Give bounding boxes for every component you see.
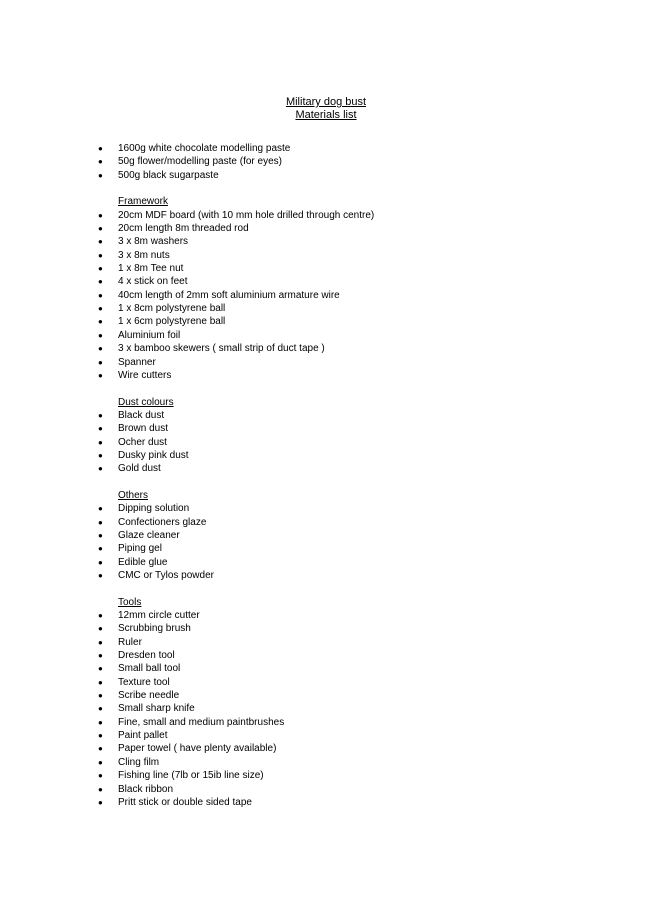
list-item-text: Scribe needle	[118, 690, 180, 702]
bullet-icon: ●	[98, 250, 103, 260]
list-item	[0, 409, 652, 422]
list-item	[0, 569, 652, 582]
dust-colours-list	[0, 409, 652, 476]
list-item	[0, 662, 652, 675]
bullet-icon: ●	[98, 744, 103, 754]
list-item-text: 3 x 8m nuts	[118, 249, 170, 261]
framework-list	[0, 209, 652, 382]
list-item	[0, 756, 652, 769]
list-item	[0, 649, 652, 662]
list-item-text: Black dust	[118, 409, 165, 421]
list-item-text: Cling film	[118, 756, 160, 768]
bullet-icon: ●	[98, 544, 103, 554]
list-item-text: Dipping solution	[118, 503, 190, 515]
list-item-text: Paint pallet	[118, 730, 168, 742]
list-item	[0, 142, 652, 155]
bullet-icon: ●	[98, 437, 103, 447]
section-framework	[0, 195, 652, 382]
list-item-text: Black ribbon	[118, 783, 174, 795]
bullet-icon: ●	[98, 637, 103, 647]
bullet-icon: ●	[98, 571, 103, 580]
list-item-text: 40cm length of 2mm soft aluminium armature wire	[118, 289, 340, 301]
list-item-text: Small sharp knife	[118, 703, 195, 715]
list-item	[0, 502, 652, 515]
list-item-text: Piping gel	[118, 543, 162, 555]
list-item-text: Fine, small and medium paintbrushes	[118, 716, 285, 728]
bullet-icon: ●	[98, 224, 103, 234]
list-item	[0, 783, 652, 796]
list-item-text: 1 x 8cm polystyrene ball	[118, 303, 226, 315]
materials-content	[0, 142, 652, 809]
list-item	[0, 689, 652, 702]
list-item	[0, 462, 652, 475]
list-item	[0, 222, 652, 235]
intro-list	[0, 142, 652, 182]
section-heading: Others	[118, 489, 149, 501]
bullet-icon: ●	[98, 344, 103, 354]
bullet-icon: ●	[98, 290, 103, 300]
list-item	[0, 275, 652, 288]
bullet-icon: ●	[98, 704, 103, 714]
list-item-text: Fishing line (7lb or 15ib line size)	[118, 770, 264, 782]
bullet-icon: ●	[98, 157, 103, 167]
bullet-icon: ●	[98, 691, 103, 701]
bullet-icon: ●	[98, 797, 103, 807]
section-dust-colours	[0, 396, 652, 476]
list-item-text: Gold dust	[118, 463, 161, 475]
list-item	[0, 542, 652, 555]
list-item-text: 1600g white chocolate modelling paste	[118, 143, 291, 154]
section-heading: Framework	[118, 196, 169, 208]
list-item	[0, 329, 652, 342]
tools-list	[0, 609, 652, 809]
list-item-text: Scrubbing brush	[118, 623, 191, 635]
list-item	[0, 302, 652, 315]
bullet-icon: ●	[98, 504, 103, 514]
list-item-text: Pritt stick or double sided tape	[118, 796, 252, 808]
list-item	[0, 235, 652, 248]
list-item	[0, 742, 652, 755]
list-item	[0, 209, 652, 222]
list-item-text: 500g black sugarpaste	[118, 169, 219, 181]
bullet-icon: ●	[98, 304, 103, 314]
bullet-icon: ●	[98, 424, 103, 434]
bullet-icon: ●	[98, 277, 103, 287]
list-item-text: Brown dust	[118, 423, 169, 435]
list-item	[0, 676, 652, 689]
document-title: Military dog bust	[285, 96, 367, 108]
list-item-text: Edible glue	[118, 556, 168, 568]
list-item	[0, 516, 652, 529]
bullet-icon: ●	[98, 264, 103, 274]
list-item	[0, 356, 652, 369]
list-item-text: 50g flower/modelling paste (for eyes)	[118, 156, 282, 168]
list-item-text: Spanner	[118, 356, 156, 368]
bullet-icon: ●	[98, 144, 103, 153]
list-item	[0, 449, 652, 462]
list-item-text: Glaze cleaner	[118, 529, 180, 541]
list-item-text: Wire cutters	[118, 369, 172, 381]
list-item-text: 20cm length 8m threaded rod	[118, 223, 249, 235]
list-item	[0, 342, 652, 355]
bullet-icon: ●	[98, 464, 103, 474]
list-item	[0, 155, 652, 168]
list-item	[0, 609, 652, 622]
list-item	[0, 529, 652, 542]
bullet-icon: ●	[98, 317, 103, 327]
bullet-icon: ●	[98, 757, 103, 767]
document-subtitle: Materials list	[295, 109, 357, 122]
list-item	[0, 169, 652, 182]
bullet-icon: ●	[98, 557, 103, 567]
title-block	[0, 96, 652, 123]
bullet-icon: ●	[98, 771, 103, 781]
list-item	[0, 716, 652, 729]
list-item-text: Dusky pink dust	[118, 449, 189, 461]
list-item-text: Ruler	[118, 636, 142, 648]
bullet-icon: ●	[98, 731, 103, 741]
list-item	[0, 702, 652, 715]
list-item-text: Aluminium foil	[118, 329, 181, 341]
list-item	[0, 729, 652, 742]
list-item	[0, 436, 652, 449]
list-item	[0, 315, 652, 328]
section-others	[0, 489, 652, 582]
list-item-text: 1 x 6cm polystyrene ball	[118, 316, 226, 328]
list-item	[0, 289, 652, 302]
list-item-text: Dresden tool	[118, 650, 175, 662]
bullet-icon: ●	[98, 410, 103, 420]
bullet-icon: ●	[98, 170, 103, 180]
bullet-icon: ●	[98, 651, 103, 661]
bullet-icon: ●	[98, 784, 103, 794]
list-item-text: Confectioners glaze	[118, 516, 207, 528]
list-item-text: 4 x stick on feet	[118, 276, 188, 288]
list-item-text: 1 x 8m Tee nut	[118, 263, 184, 275]
bullet-icon: ●	[98, 664, 103, 674]
section-heading: Dust colours	[118, 396, 174, 408]
bullet-icon: ●	[98, 677, 103, 687]
section-tools	[0, 596, 652, 810]
bullet-icon: ●	[98, 370, 103, 380]
list-item	[0, 369, 652, 382]
list-item-text: 3 x 8m washers	[118, 236, 189, 248]
bullet-icon: ●	[98, 330, 103, 340]
list-item	[0, 422, 652, 435]
list-item-text: Paper towel ( have plenty available)	[118, 743, 277, 755]
list-item-text: 3 x bamboo skewers ( small strip of duct tape )	[118, 343, 325, 355]
list-item-text: Texture tool	[118, 676, 170, 688]
list-item	[0, 556, 652, 569]
list-item	[0, 769, 652, 782]
bullet-icon: ●	[98, 611, 103, 621]
bullet-icon: ●	[98, 210, 103, 220]
list-item	[0, 622, 652, 635]
list-item-text: CMC or Tylos powder	[118, 570, 214, 581]
bullet-icon: ●	[98, 624, 103, 634]
bullet-icon: ●	[98, 450, 103, 460]
section-heading: Tools	[118, 596, 142, 608]
list-item-text: 20cm MDF board (with 10 mm hole drilled through centre)	[118, 209, 375, 221]
list-item	[0, 262, 652, 275]
bullet-icon: ●	[98, 237, 103, 247]
list-item	[0, 249, 652, 262]
list-item-text: Small ball tool	[118, 663, 181, 675]
bullet-icon: ●	[98, 357, 103, 367]
list-item-text: 12mm circle cutter	[118, 610, 200, 622]
list-item-text: Ocher dust	[118, 436, 167, 448]
list-item	[0, 796, 652, 809]
bullet-icon: ●	[98, 530, 103, 540]
bullet-icon: ●	[98, 717, 103, 727]
others-list	[0, 502, 652, 582]
bullet-icon: ●	[98, 517, 103, 527]
list-item	[0, 636, 652, 649]
